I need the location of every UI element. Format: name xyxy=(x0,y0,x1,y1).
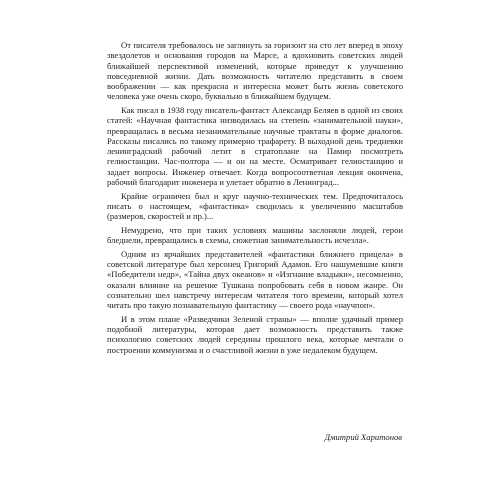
author-signature: Дмитрий Харитонов xyxy=(324,432,402,442)
paragraph-2: Как писал в 1938 году писатель-фантаст Александр Беляев в одной из своих статей: «Научная фантастика низводилась на степень «занимательной науки», превращалась в весьма незанимательные научные трактаты в форме диалогов. Рассказы писались по такому примерно трафарету. В выходной день тредневки ленинградский рабочий летит в стратоплане на Памир посмотреть гелиостанции. Час-полтора — и он на месте. Осматривает гелиостанцию и задает вопросы. Инженер отвечает. Когда вопросоответная лекция окончена, рабочий благодарит инженера и улетает обратно в Ленинград... xyxy=(107,105,403,187)
paragraph-5: Одним из ярчайших представителей «фантастики ближнего прицела» в советской литературе был херсонец Григорий Адамов. Его нашумевшие книги «Победители недр», «Тайна двух океанов» и «Изгнание владыки», несомненно, оказали влияние на решение Тушкана попробовать себя в новом жанре. Он сознательно шел навстречу интересам читателя того времени, который хотел читать про такую познавательную фантастику — своего рода «научпоп». xyxy=(107,248,403,310)
paragraph-3: Крайне ограничен был и круг научно-технических тем. Предпочиталось писать о настоящем, «фантастика» сводилась к увеличению масштабов (размеров, скоростей и пр.)... xyxy=(107,190,403,221)
article-body xyxy=(107,40,403,358)
paragraph-4: Немудрено, что при таких условиях машины заслоняли людей, герои бледнели, превращались в схемы, сюжетная занимательность исчезла». xyxy=(107,224,403,245)
paragraph-6: И в этом плане «Разведчики Зеленой страны» — вполне удачный пример подобной литературы, которая дает возможность представить также психологию советских людей середины прошлого века, которые мечтали о построении коммунизма и о счастливой жизни в уже недалеком будущем. xyxy=(107,313,403,355)
paragraph-1: От писателя требовалось не заглянуть за горизонт на сто лет вперед в эпоху звездолетов и основания городов на Марсе, а вдохновить советских людей ближайшей перспективой изменений, которые приведут к улучшению повседневной жизни. Дать возможность читателю представить в своем воображении — как прекрасна и интересна может быть жизнь советского человека уже очень скоро, буквально в ближайшем будущем. xyxy=(107,40,403,102)
